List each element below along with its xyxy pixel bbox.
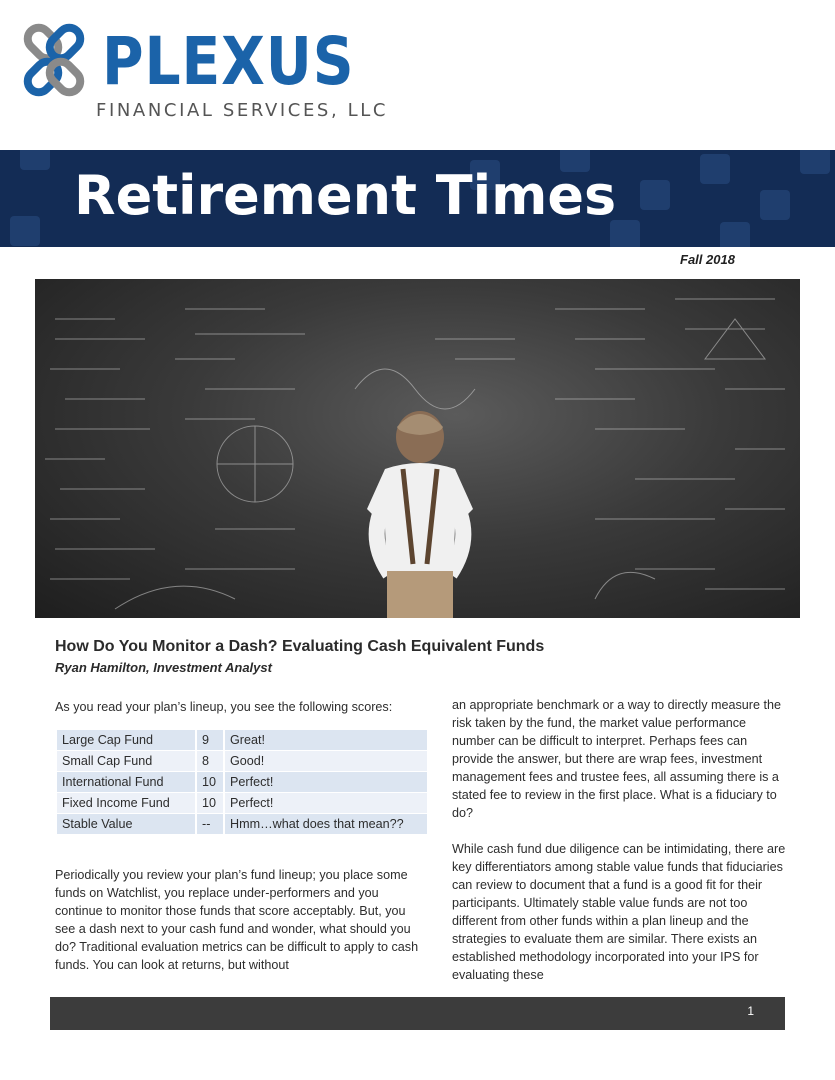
fund-name: Large Cap Fund bbox=[57, 730, 195, 750]
fund-name: International Fund bbox=[57, 772, 195, 792]
fund-comment: Hmm…what does that mean?? bbox=[225, 814, 427, 834]
brand-name: PLEXUS bbox=[102, 23, 355, 100]
fund-score: 9 bbox=[195, 730, 225, 750]
fund-comment: Perfect! bbox=[225, 793, 427, 813]
left-paragraph: Periodically you review your plan’s fund lineup; you place some funds on Watchlist, you replace under-performers and you continue to monitor those funds that score acceptably. But, you see a dash next to your cash fund and wonder, what should you do? Traditional evaluation metrics can be difficult to apply to cash funds. You can look at returns, but without bbox=[55, 868, 419, 972]
article-byline: Ryan Hamilton, Investment Analyst bbox=[55, 660, 272, 675]
fund-score: 8 bbox=[195, 751, 225, 771]
table-row bbox=[57, 814, 427, 834]
fund-scores-table bbox=[57, 729, 427, 835]
right-paragraph-1: an appropriate benchmark or a way to directly measure the risk taken by the fund, the market value performance number can be difficult to interpret. Perhaps fees can provide the answer, but there are wrap fees, investment management fees and trustee fees, all assuming there is a stated fee to review in the first place. What is a fiduciary to do? bbox=[452, 698, 782, 820]
fund-name: Stable Value bbox=[57, 814, 195, 834]
table-row bbox=[57, 751, 427, 771]
right-paragraph-2: While cash fund due diligence can be intimidating, there are key differentiators among stable value funds that fiduciaries can review to document that a fund is a good fit for their participants. Ultimately stable value funds are not too different from other funds within a plan lineup and the strategies to evaluate them are similar. There exists an established methodology incorporated into your IPS for evaluating these bbox=[452, 842, 786, 982]
hero-photo bbox=[35, 279, 800, 618]
man-at-chalkboard-photo bbox=[35, 279, 800, 618]
intro-text: As you read your plan’s lineup, you see the following scores: bbox=[55, 700, 393, 714]
fund-comment: Good! bbox=[225, 751, 427, 771]
article-left-column bbox=[55, 866, 427, 974]
article-title: How Do You Monitor a Dash? Evaluating Cash Equivalent Funds bbox=[55, 638, 545, 655]
plexus-logo bbox=[18, 22, 389, 132]
chain-link-logo-icon bbox=[18, 22, 94, 102]
fund-name: Small Cap Fund bbox=[57, 751, 195, 771]
page-footer bbox=[50, 997, 785, 1030]
table-row bbox=[57, 730, 427, 750]
table-row bbox=[57, 793, 427, 813]
fund-score: 10 bbox=[195, 793, 225, 813]
fund-comment: Great! bbox=[225, 730, 427, 750]
article-right-column bbox=[452, 696, 787, 984]
newsletter-banner bbox=[0, 150, 835, 247]
newsletter-title: Retirement Times bbox=[74, 164, 617, 227]
table-row bbox=[57, 772, 427, 792]
brand-subtitle: FINANCIAL SERVICES, LLC bbox=[96, 100, 389, 121]
fund-score: -- bbox=[195, 814, 225, 834]
page-number: 1 bbox=[747, 1004, 754, 1018]
fund-score: 10 bbox=[195, 772, 225, 792]
fund-name: Fixed Income Fund bbox=[57, 793, 195, 813]
issue-date: Fall 2018 bbox=[680, 252, 735, 267]
fund-comment: Perfect! bbox=[225, 772, 427, 792]
article-intro bbox=[55, 698, 435, 716]
